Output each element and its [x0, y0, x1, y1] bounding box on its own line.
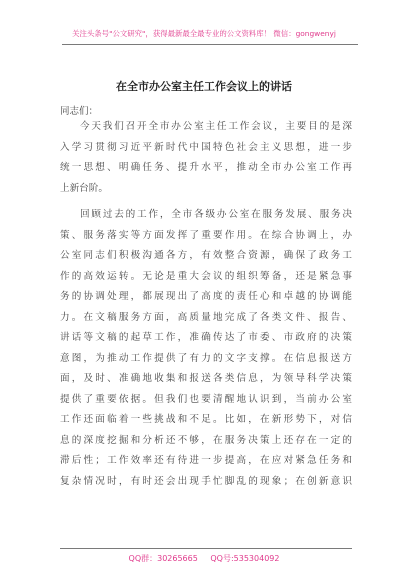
document-title: 在全市办公室主任工作会议上的讲话: [116, 80, 292, 93]
paragraph-line: 面，及时、准确地收集和报送各类信息，为领导科学决策: [60, 373, 352, 384]
paragraph-review: [60, 205, 352, 492]
footer-contact: [0, 553, 408, 564]
paragraph-line: 务的协调处理，都展现出了高度的责任心和卓越的协调能: [60, 291, 352, 302]
paragraph-line: 上新台阶。: [60, 182, 108, 194]
paragraph-line: 滞后性；工作效率还有待进一步提高，在应对紧急任务和: [60, 455, 352, 466]
salutation: 同志们：: [60, 106, 99, 117]
paragraph-line: 统一思想、明确任务、提升水平，推动全市办公室工作再: [60, 162, 352, 173]
paragraph-line: 策、服务落实等方面发挥了重要作用。在综合协调上，办: [60, 229, 352, 241]
paragraph-line: 工作还面临着一些挑战和不足。比如，在新形势下，对信: [60, 414, 352, 425]
paragraph-line: 作的高效运转。无论是重大会议的组织筹备，还是紧急事: [60, 270, 352, 282]
paragraph-line: 今天我们召开全市办公室主任工作会议，主要目的是深: [80, 121, 352, 132]
paragraph-line: 提供了重要依据。但我们也要清醒地认识到，当前办公室: [60, 393, 352, 405]
paragraph-line: 讲话等文稿的起草工作，准确传达了市委、市政府的决策: [60, 332, 352, 343]
paragraph-line: 意图，为推动工作提供了有力的文字支撑。在信息报送方: [60, 352, 352, 364]
paragraph-line: 回顾过去的工作，全市各级办公室在服务发展、服务决: [80, 209, 352, 220]
qq-group-number: QQ群：30265665: [128, 554, 198, 563]
paragraph-line: 复杂情况时，有时还会出现手忙脚乱的现象；在创新意识: [60, 475, 352, 487]
paragraph-intro: [60, 117, 352, 199]
paragraph-line: 息的深度挖掘和分析还不够，在服务决策上还存在一定的: [60, 434, 352, 446]
qq-number: QQ号:535304092: [210, 554, 280, 563]
paragraph-line: 力。在文稿服务方面，高质量地完成了各类文件、报告、: [60, 311, 352, 323]
paragraph-line: 公室同志们积极沟通各方，有效整合资源，确保了政务工: [60, 250, 352, 261]
header-notice: 关注头条号"公文研究"，获得最新最全最专业的公文资料库！ 微信：gongwenyj: [72, 29, 336, 38]
paragraph-line: 入学习贯彻习近平新时代中国特色社会主义思想，进一步: [60, 141, 352, 153]
header-divider: [62, 44, 358, 45]
footer-divider: [60, 548, 352, 549]
